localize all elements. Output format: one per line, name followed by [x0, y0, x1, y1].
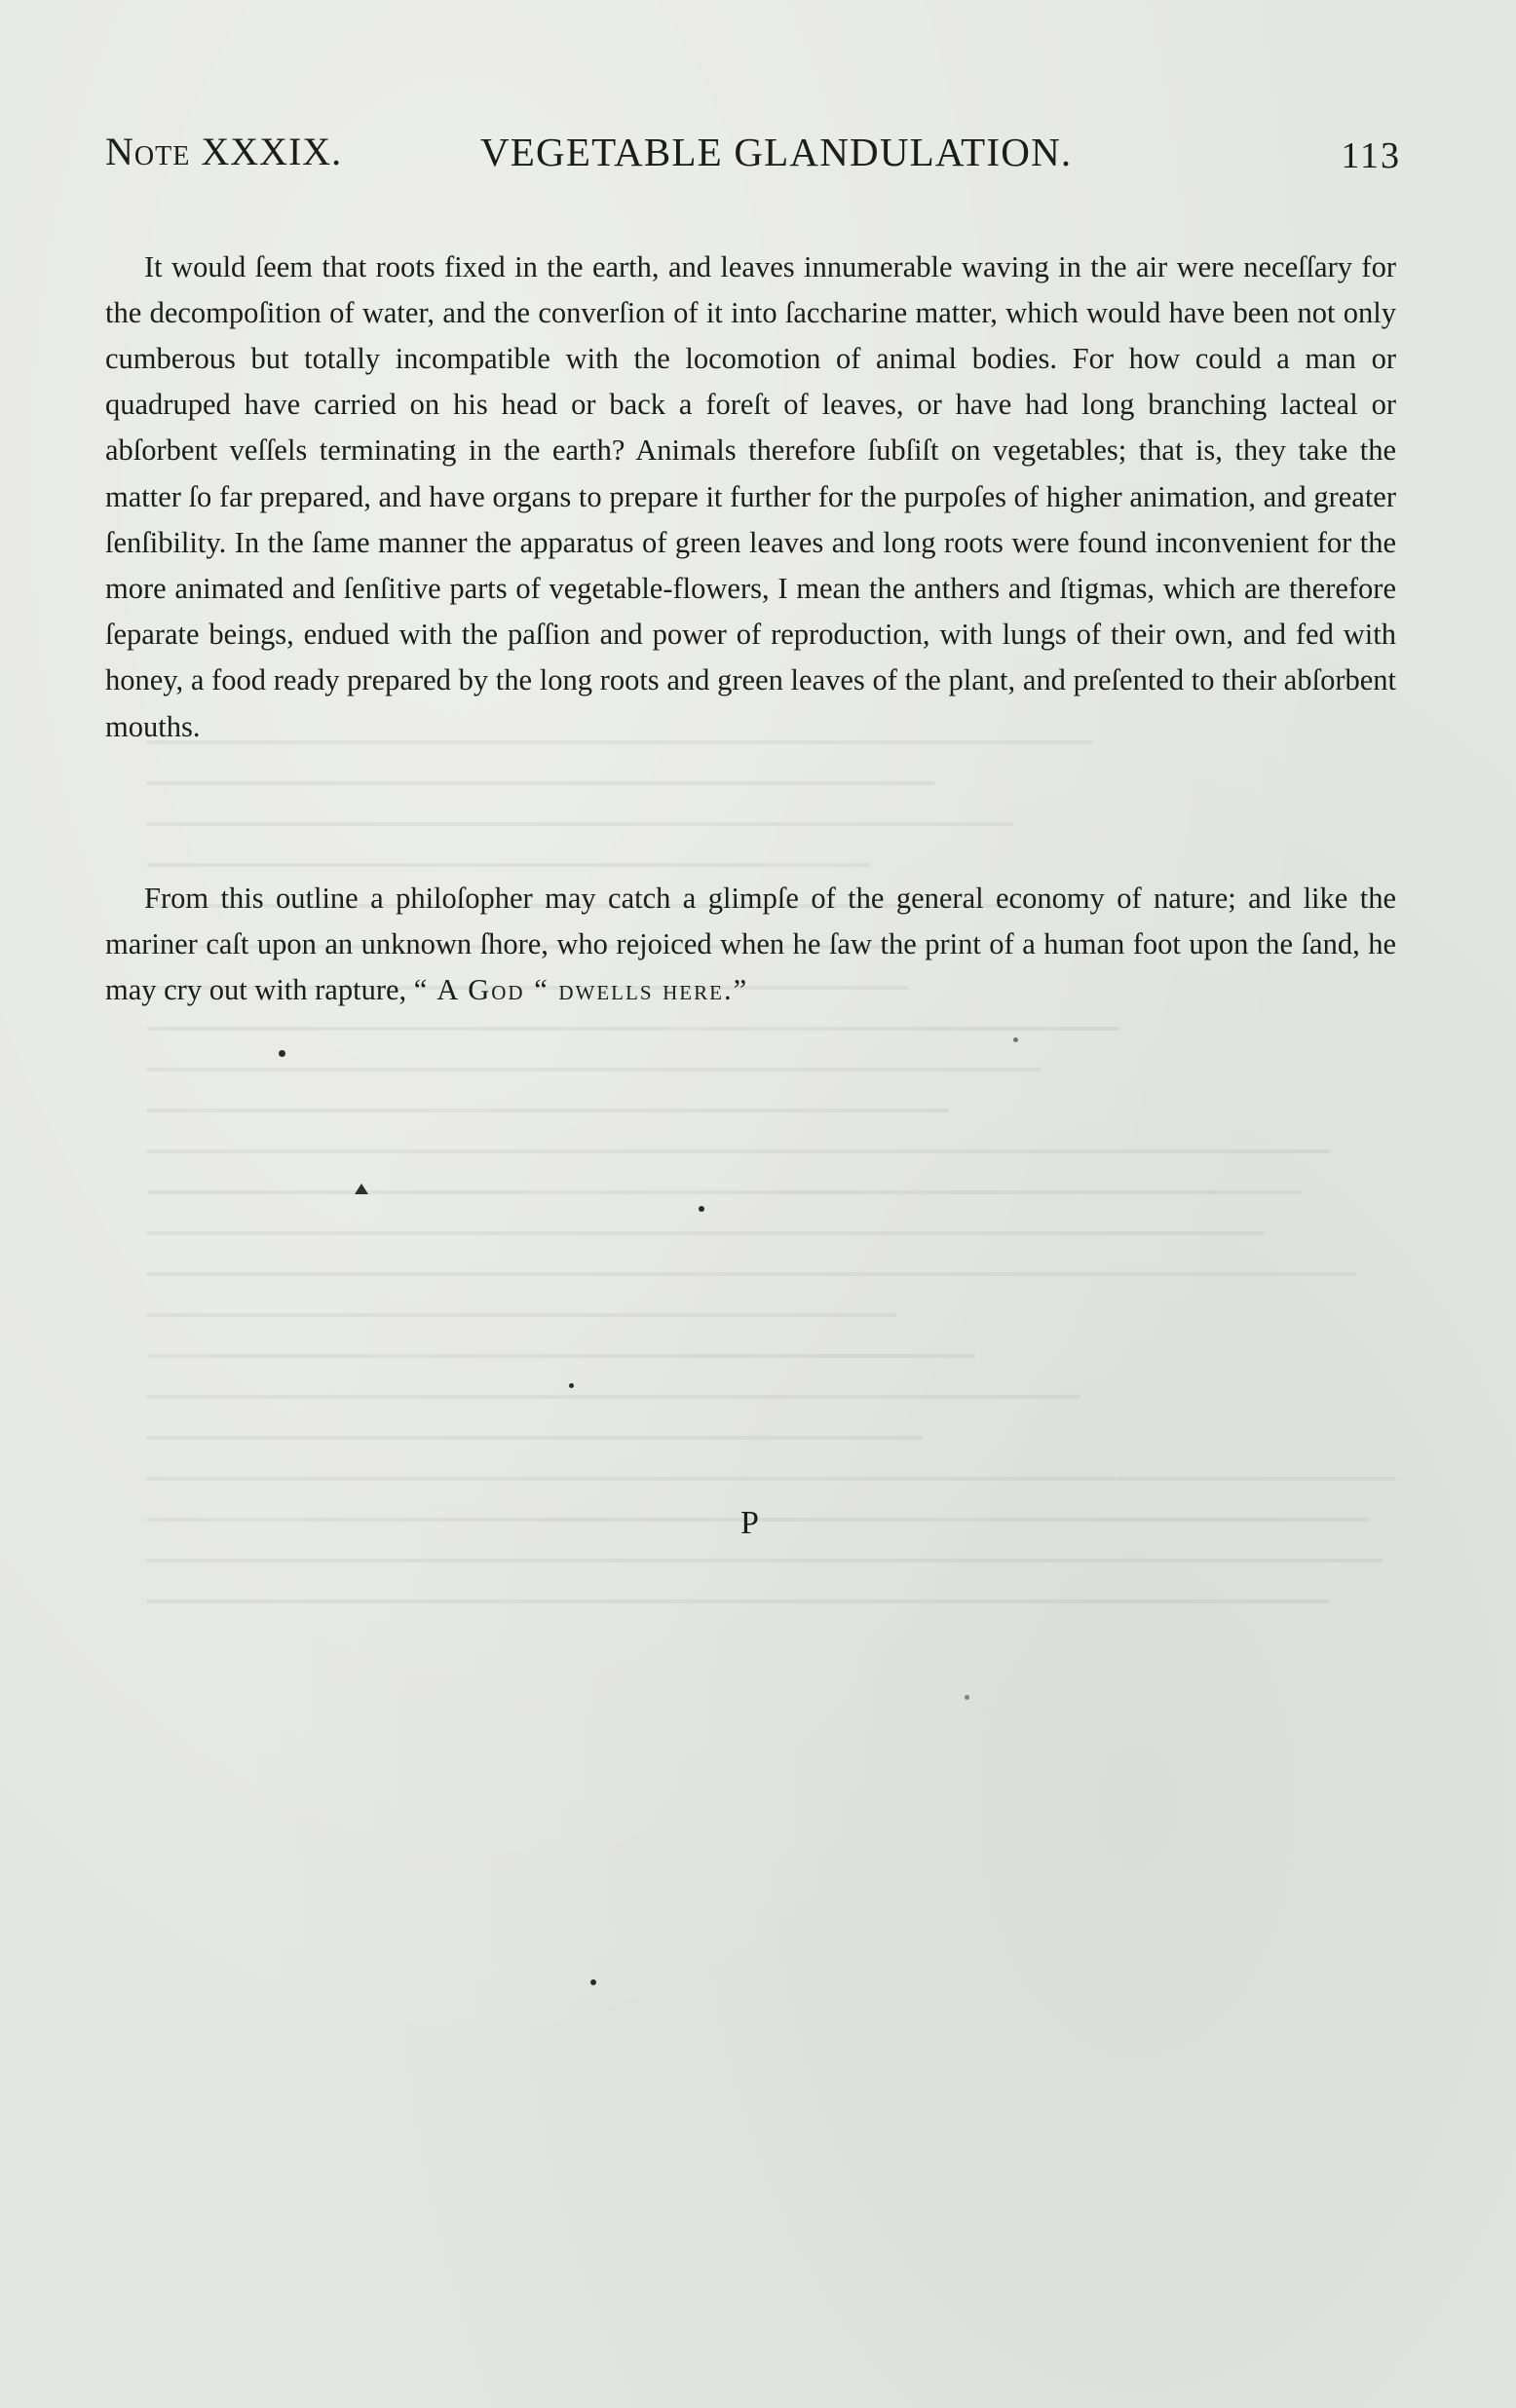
- paper-speck: [699, 1206, 704, 1212]
- chapter-title: VEGETABLE GLANDULATION.: [480, 130, 1073, 174]
- paper-speck: [965, 1695, 969, 1700]
- printer-mark: [355, 1184, 368, 1194]
- signature-mark: P: [740, 1505, 759, 1541]
- page-number: 113: [1341, 135, 1401, 176]
- running-header: [105, 129, 1401, 183]
- paragraph-2-text: From this outline a philoſopher may catch a glimpſe of the general economy of nature; and like the mariner caſt upon an unknown ſhore, who rejoiced when he ſaw the print of a human foot upon the ſand, he may cry out with rapture,: [105, 881, 1396, 1006]
- paper-speck: [569, 1383, 574, 1388]
- paper-speck: [1013, 1037, 1018, 1042]
- closing-quote: “ A God “ dwells here.”: [413, 972, 749, 1006]
- paper-speck: [590, 1979, 596, 1985]
- paragraph-1: It would ſeem that roots fixed in the earth, and leaves innumerable waving in the air were neceſſary for the decompoſition of water, and the converſion of it into ſaccharine matter, which would have been not only cumberous but totally incompatible with the locomotion of animal bodies. For how could a man or quadruped have carried on his head or back a foreſt of leaves, or have had long branching lacteal or abſorbent veſſels terminating in the earth? Animals therefore ſubſiſt on vegetables; that is, they take the matter ſo far prepared, and have organs to prepare it further for the purpoſes of higher animation, and greater ſenſibility. In the ſame manner the apparatus of green leaves and long roots were found inconvenient for the more animated and ſenſitive parts of vegetable-flowers, I mean the anthers and ſtigmas, which are therefore ſeparate beings, endued with the paſſion and power of reproduction, with lungs of their own, and fed with honey, a food ready prepared by the long roots and green leaves of the plant, and preſented to their abſorbent mouths.: [105, 249, 1396, 743]
- note-label: Note XXXIX.: [105, 130, 343, 173]
- paragraph-2: [105, 876, 1396, 1014]
- paper-speck: [279, 1050, 285, 1057]
